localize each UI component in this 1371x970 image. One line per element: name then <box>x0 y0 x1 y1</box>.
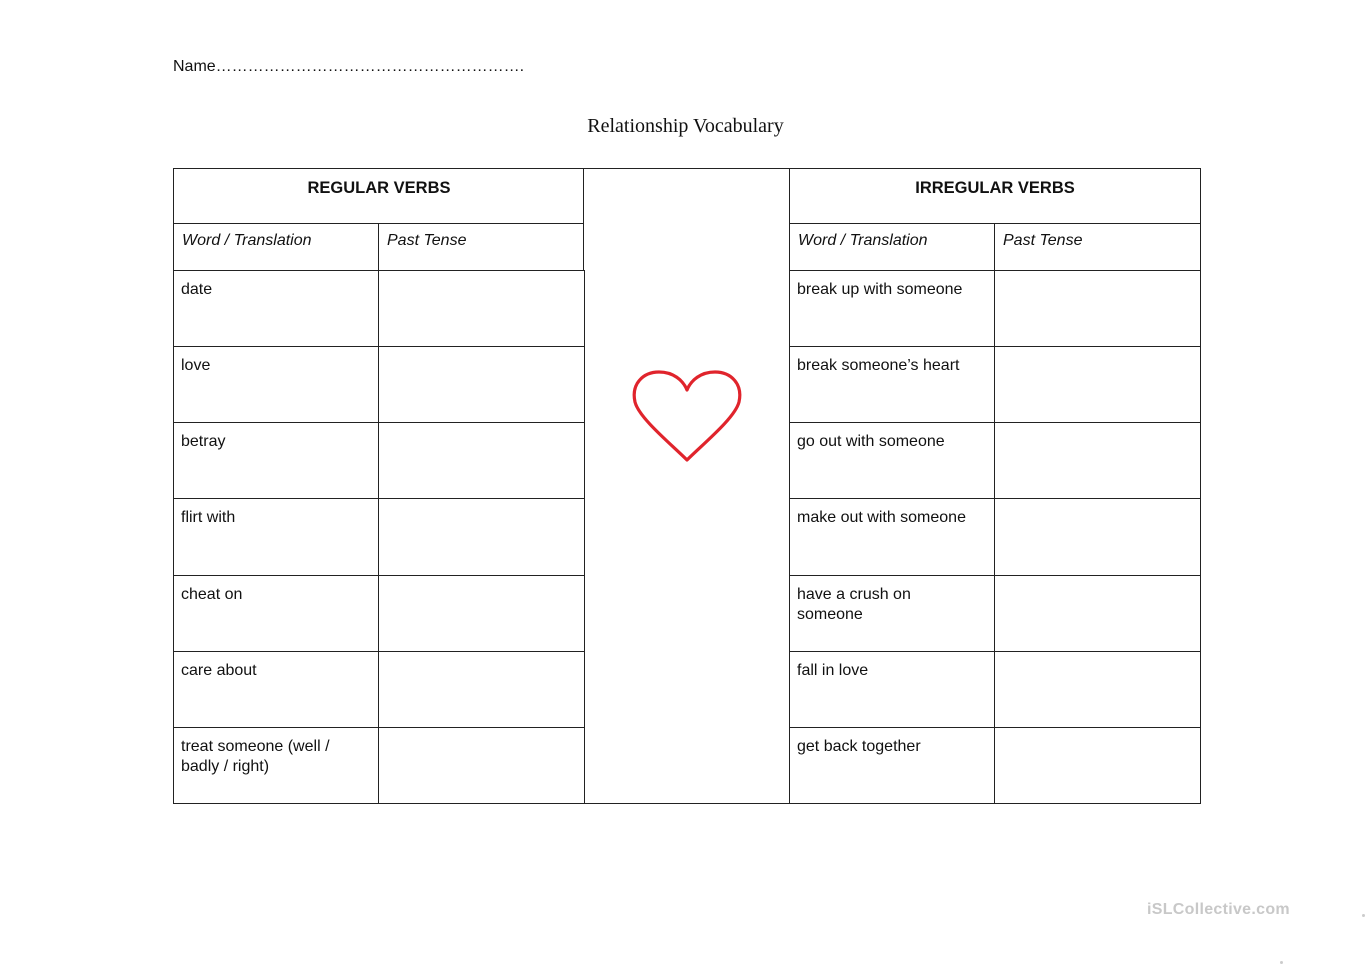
irregular-col-past-header: Past Tense <box>994 223 1201 272</box>
irregular-past-input[interactable] <box>994 498 1201 577</box>
regular-word-cell: care about <box>173 651 380 729</box>
regular-past-input[interactable] <box>378 422 585 500</box>
irregular-col-word-header: Word / Translation <box>789 223 996 272</box>
regular-past-input[interactable] <box>378 270 585 348</box>
regular-col-word-header: Word / Translation <box>173 223 380 272</box>
regular-verbs-heading-cell: REGULAR VERBS <box>173 168 585 224</box>
regular-col-past-header: Past Tense <box>378 223 585 272</box>
irregular-word-cell: make out with someone <box>789 498 996 577</box>
irregular-word-cell: break someone’s heart <box>789 346 996 424</box>
irregular-past-input[interactable] <box>994 422 1201 500</box>
irregular-past-input[interactable] <box>994 346 1201 424</box>
irregular-past-input[interactable] <box>994 270 1201 348</box>
regular-past-input[interactable] <box>378 651 585 729</box>
decorative-dot <box>1280 961 1283 964</box>
watermark: iSLCollective.com <box>1147 901 1290 918</box>
regular-word-cell: betray <box>173 422 380 500</box>
decorative-dot <box>1362 914 1365 917</box>
heart-outline-icon <box>631 368 743 464</box>
irregular-past-input[interactable] <box>994 575 1201 653</box>
page-title: Relationship Vocabulary <box>587 115 784 137</box>
regular-past-input[interactable] <box>378 346 585 424</box>
irregular-word-cell: break up with someone <box>789 270 996 348</box>
regular-past-input[interactable] <box>378 498 585 577</box>
irregular-word-cell: fall in love <box>789 651 996 729</box>
irregular-past-input[interactable] <box>994 651 1201 729</box>
irregular-word-cell: go out with someone <box>789 422 996 500</box>
name-field-label: Name…………………………………………………. <box>173 58 525 75</box>
center-column <box>583 168 791 804</box>
regular-word-cell: flirt with <box>173 498 380 577</box>
vocabulary-table <box>173 168 1201 804</box>
irregular-word-cell: get back together <box>789 727 996 804</box>
irregular-word-cell: have a crush on someone <box>789 575 996 653</box>
regular-word-cell: cheat on <box>173 575 380 653</box>
regular-word-cell: date <box>173 270 380 348</box>
irregular-past-input[interactable] <box>994 727 1201 804</box>
irregular-verbs-heading: IRREGULAR VERBS <box>789 168 1201 224</box>
regular-word-cell: treat someone (well / badly / right) <box>173 727 380 804</box>
regular-past-input[interactable] <box>378 575 585 653</box>
regular-past-input[interactable] <box>378 727 585 804</box>
regular-word-cell: love <box>173 346 380 424</box>
